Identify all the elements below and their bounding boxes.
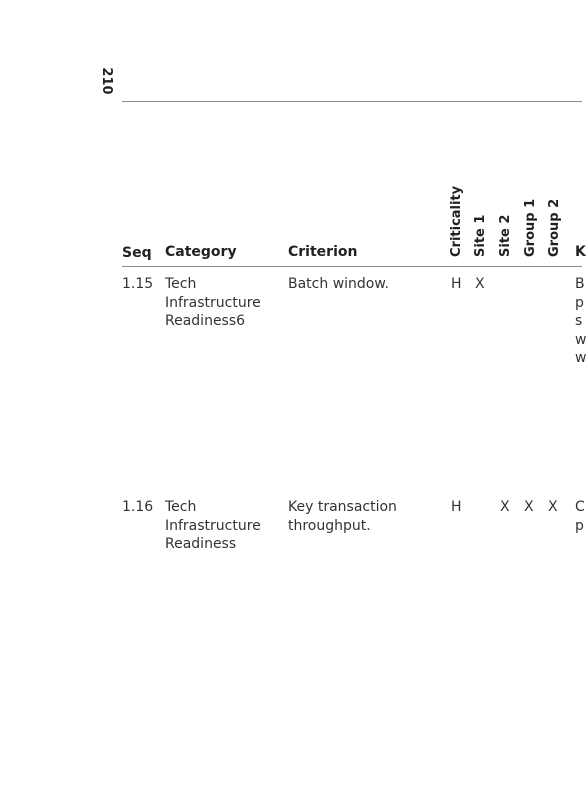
criterion-line: throughput. [288, 517, 371, 534]
header-site-1: Site 1 [473, 214, 488, 257]
header-site-2: Site 2 [498, 214, 513, 257]
category-line: Readiness [165, 536, 237, 552]
row-cut-column [575, 275, 586, 368]
criterion-line: Key transaction [288, 499, 397, 515]
cut-line: p [575, 517, 584, 534]
category-line: Readiness6 [165, 313, 246, 329]
criterion-line: Batch window. [288, 276, 389, 292]
cut-line: p [575, 294, 584, 311]
row-criterion [288, 275, 389, 294]
header-divider [122, 266, 582, 267]
row-category [165, 275, 261, 331]
header-category: Category [165, 244, 237, 260]
table-header [0, 0, 586, 270]
row-group-1: X [524, 499, 534, 515]
cut-line: w [575, 331, 586, 348]
category-line: Tech [165, 276, 197, 292]
cut-line: B [575, 276, 585, 292]
header-group-2: Group 2 [547, 198, 562, 257]
cut-line: C [575, 499, 585, 515]
row-cut-column [575, 498, 585, 535]
page-number: 210 [99, 67, 114, 95]
category-line: Infrastructure [165, 294, 261, 311]
header-seq: Seq [122, 245, 152, 261]
row-site-1: X [475, 276, 485, 292]
row-criterion [288, 498, 397, 535]
cut-line: s [575, 313, 583, 329]
row-category [165, 498, 261, 554]
header-criticality: Criticality [449, 185, 464, 257]
row-seq: 1.16 [122, 499, 154, 515]
header-criterion: Criterion [288, 244, 358, 260]
category-line: Tech [165, 499, 197, 515]
row-seq: 1.15 [122, 276, 154, 292]
row-group-2: X [548, 499, 558, 515]
category-line: Infrastructure [165, 517, 261, 534]
header-group-1: Group 1 [523, 198, 538, 257]
header-cut-column: K [575, 244, 586, 260]
row-criticality: H [451, 276, 462, 292]
row-criticality: H [451, 499, 462, 515]
row-site-2: X [500, 499, 510, 515]
cut-line: w [575, 350, 586, 366]
